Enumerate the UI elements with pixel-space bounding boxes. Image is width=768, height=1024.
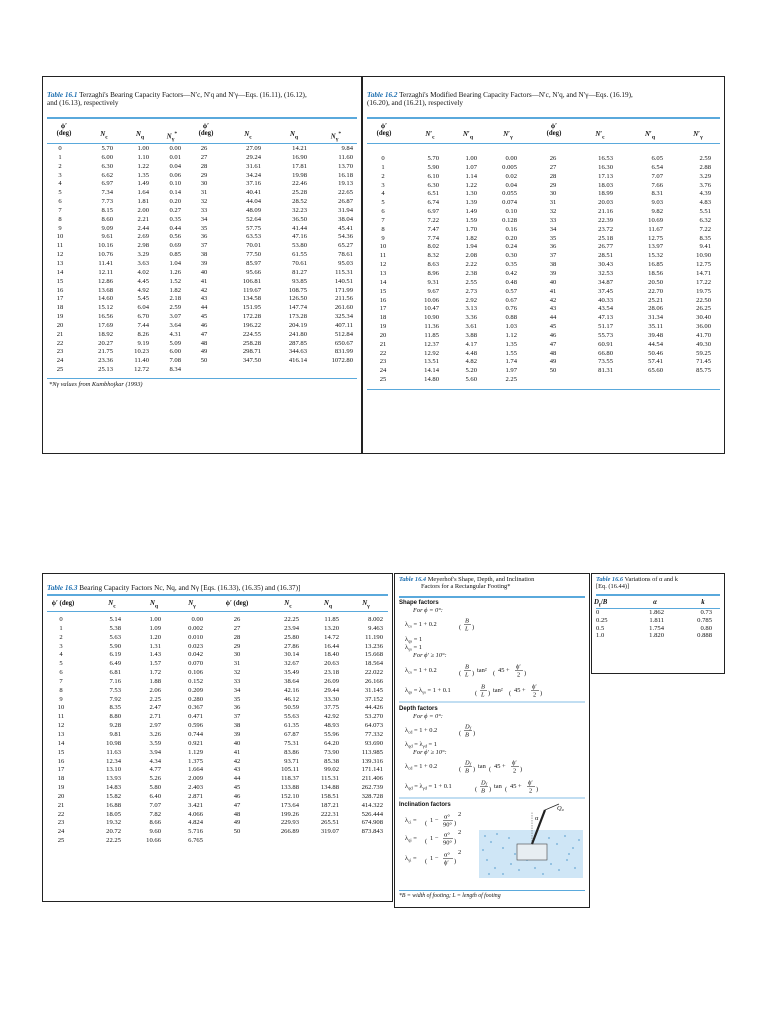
svg-text:λcd = 1 + 0.2: $\lambda_{cd} = 1 + 0.2$ [405, 727, 438, 735]
svg-text:λγi =: $\lambda_{\gamma i}$ = [405, 855, 417, 863]
svg-text:2: 2 [517, 671, 521, 679]
col-header-nq2: $N'_q$ [645, 131, 655, 141]
top-rule [367, 117, 720, 119]
svg-text:2: 2 [533, 691, 537, 699]
col-header-ng: $N_\gamma$ [188, 600, 196, 610]
svg-text:2: 2 [513, 767, 517, 775]
svg-text:λqd = λγd = 1: $\lambda_{qd} = \lambda_{\gamma d} = 1$ [405, 741, 437, 749]
nq-column: 1.00 1.09 1.20 1.31 1.43 1.57 1.72 1.88 2.06 2.25 2.47 2.71 2.97 3.26 3.59 3.94 4.34 4.77 5.26 5.80 6.40 7.07 7.82 8.66 9.60 10.66 [146, 616, 161, 845]
svg-text:2: 2 [458, 829, 462, 836]
table-title: Terzaghi's Modified Bearing Capacity Factors—N′c, N′q, and N′γ—Eqs. (16.19), [399, 91, 633, 99]
phi-column-2: 26 27 28 29 30 31 32 33 34 35 36 37 38 39 40 41 42 43 44 45 46 47 48 49 50 [200, 145, 208, 365]
table-label: Table 16.3 [47, 584, 78, 592]
svg-text:): ) [536, 786, 539, 793]
svg-text:): ) [472, 624, 475, 631]
col-header-nc: $N_c$ [108, 600, 116, 610]
table-title: Variations of α and k [624, 576, 678, 583]
col-header-nq2: $N_q$ [323, 600, 333, 610]
svg-text:tan: tan [478, 763, 486, 770]
svg-text:B: B [481, 787, 485, 795]
svg-text:(: ( [489, 766, 492, 773]
phi-column: 0 1 2 3 4 5 6 7 8 9 10 11 12 13 14 15 16 17 18 19 20 21 22 23 24 25 [379, 155, 387, 384]
svg-text:λci =: $\lambda_{ci}$ = [405, 817, 417, 825]
svg-text:(: ( [475, 690, 478, 697]
formula-block [399, 598, 589, 903]
nc-column: 5.14 5.38 5.63 5.90 6.19 6.49 6.81 7.16 7.53 7.92 8.35 8.80 9.28 9.81 10.98 11.63 12.34 13.10 13.93 14.83 15.82 16.88 18.05 19.32 20.72 22.25 [106, 616, 121, 845]
table-16-4-caption [399, 576, 585, 591]
ngamma-column: 0.00 0.002 0.010 0.023 0.042 0.070 0.106 0.152 0.209 0.280 0.367 0.471 0.596 0.744 0.921 1.129 1.375 1.664 2.009 2.403 2.871 3.421 4.066 4.824 5.716 6.765 [188, 616, 203, 845]
top-rule [596, 594, 720, 596]
table-label: Table 16.4 [399, 576, 427, 583]
svg-text:λqs = 1: $\lambda_{qs} = 1$ [405, 636, 423, 644]
k-column: 0.73 0.785 0.80 0.888 [697, 609, 712, 640]
svg-text:For ϕ′ ≥ 10°:: For ϕ′ ≥ 10°: [413, 652, 447, 659]
svg-text:B: B [481, 683, 485, 691]
col-header-ng2: $N'_\gamma$ [693, 131, 703, 141]
col-header-nq: $N'_q$ [463, 131, 473, 141]
svg-text:B: B [465, 617, 469, 625]
table-16-6 [591, 573, 725, 674]
header-rule [47, 143, 357, 144]
col-header-nc2: $N'_c$ [595, 131, 605, 141]
table-title: Meyerhof's Shape, Depth, and Inclination [427, 576, 535, 583]
col-header-alpha: α [653, 599, 657, 606]
svg-text:45 +: 45 + [494, 763, 506, 770]
col-header-k: k [701, 599, 705, 606]
col-header-ng2: $N_\gamma$ [362, 600, 370, 610]
svg-text:α°: α° [444, 851, 450, 859]
col-header-phi2: ϕ′ (deg) [546, 123, 562, 137]
svg-text:λcs = 1 + 0.2: $\lambda_{cs} = 1 + 0.2$ [405, 667, 437, 675]
footnote: *Nγ values from Kumbhojkar (1993) [49, 381, 143, 388]
shape-factors-heading: Shape factors [399, 600, 439, 606]
table-title: Terzaghi's Bearing Capacity Factors—N′c, N′q and N′γ—Eqs. (16.11), (16.12), [79, 91, 307, 99]
svg-text:2: 2 [458, 811, 462, 818]
dfb-column: 0 0.25 0.5 1.0 [596, 609, 608, 640]
svg-text:): ) [489, 786, 492, 793]
svg-text:ϕ′: ϕ′ [516, 663, 521, 671]
table-16-2 [362, 76, 725, 454]
phi-column-2: 26 27 28 29 30 31 32 33 34 35 36 37 38 39 40 41 42 43 44 45 46 47 48 49 50 [549, 155, 557, 375]
depth-factors-heading: Depth factors [399, 706, 438, 712]
ngamma-column-2: 9.84 11.60 13.70 16.18 19.13 22.65 26.87 31.94 38.04 45.41 54.36 65.27 78.61 95.03 115.31 140.51 171.99 211.56 261.60 325.34 407.11 512.84 650.67 831.99 1072.80 [331, 145, 353, 365]
col-header-nq: $N_q$ [149, 600, 159, 610]
svg-text:λcs = 1 + 0.2: $\lambda_{cs} = 1 + 0.2$ [405, 621, 437, 629]
svg-text:): ) [473, 766, 476, 773]
svg-text:): ) [454, 858, 457, 865]
svg-text:): ) [540, 690, 543, 697]
svg-text:45 +: 45 + [510, 783, 522, 790]
ngamma-column-2: 8.002 9.463 11.190 13.236 15.668 18.564 22.022 26.166 31.145 37.152 44.426 53.270 64.073 77.332 93.690 113.985 139.316 171.141 211.406 262.739 328.728 414.322 526.444 674.908 873.843 [361, 616, 383, 836]
table-16-4 [394, 573, 590, 908]
nq-column: 1.00 1.10 1.22 1.35 1.49 1.64 1.81 2.00 2.21 2.44 2.69 2.98 3.29 3.63 4.02 4.45 4.92 5.45 6.04 6.70 7.44 8.26 9.19 10.23 11.40 12.72 [134, 145, 149, 374]
svg-text:α: α [535, 815, 539, 822]
table-label: Table 16.6 [596, 576, 624, 583]
nc-column: 5.70 6.00 6.30 6.62 6.97 7.34 7.73 8.15 8.60 9.09 9.61 10.16 10.76 11.41 12.11 12.86 13.68 14.60 15.12 16.56 17.69 18.92 20.27 21.75 23.36 25.13 [98, 145, 113, 374]
top-rule [47, 594, 388, 596]
footing-diagram [479, 804, 583, 878]
nq-column-2: 6.05 6.54 7.07 7.66 8.31 9.03 9.82 10.69 11.67 12.75 13.97 15.32 16.85 18.56 20.50 22.70 25.21 28.06 31.34 35.11 39.48 44.54 50.46 57.41 65.60 [648, 155, 663, 375]
svg-text:L: L [481, 691, 485, 699]
col-header-phi: ϕ′ (deg) [376, 123, 392, 137]
svg-text:): ) [520, 766, 523, 773]
svg-text:45 +: 45 + [514, 687, 526, 694]
svg-text:L: L [465, 625, 469, 633]
svg-text:(: ( [459, 670, 462, 677]
col-header-nq2: $N_q$ [289, 131, 299, 141]
col-header-ng: $N'_\gamma$ [503, 131, 513, 141]
bottom-rule [47, 378, 357, 379]
svg-text:): ) [454, 820, 457, 827]
top-rule [47, 117, 357, 119]
col-header-nc2: $N_c$ [244, 131, 252, 141]
svg-text:90°: 90° [443, 839, 452, 847]
svg-text:45 +: 45 + [498, 667, 510, 674]
ngamma-column: 0.00 0.005 0.02 0.04 0.055 0.074 0.10 0.128 0.16 0.20 0.24 0.30 0.35 0.42 0.48 0.57 0.67 0.76 0.88 1.03 1.12 1.35 1.55 1.74 1.97 2.25 [502, 155, 517, 384]
svg-text:(: ( [459, 624, 462, 631]
col-header-ng2: $N_\gamma^*$ [330, 131, 342, 143]
svg-text:1 −: 1 − [430, 817, 439, 824]
alpha-column: 1.862 1.811 1.754 1.820 [649, 609, 664, 640]
svg-text:Df: Df [465, 723, 471, 731]
table-16-3 [42, 573, 393, 902]
svg-text:(: ( [509, 690, 512, 697]
svg-text:L: L [465, 671, 469, 679]
col-header-nc2: $N_c$ [284, 600, 292, 610]
header-rule [367, 143, 720, 144]
svg-text:ϕ′: ϕ′ [444, 859, 449, 867]
svg-text:ϕ′: ϕ′ [528, 779, 533, 787]
table-16-3-caption [47, 584, 388, 592]
col-header-dfb: $D_f/B$ [594, 599, 608, 609]
svg-text:(: ( [493, 670, 496, 677]
col-header-phi: ϕ′ (deg) [56, 123, 72, 137]
nc-column-2: 22.25 23.94 25.80 27.86 30.14 32.67 35.49 38.64 42.16 46.12 50.59 55.63 61.35 67.87 75.31 83.86 93.71 105.11 118.37 133.88 152.10 173.64 199.26 229.93 266.89 [280, 616, 299, 836]
svg-text:B: B [465, 731, 469, 739]
svg-text:): ) [472, 670, 475, 677]
svg-text:λqi =: $\lambda_{qi}$ = [405, 835, 417, 843]
svg-text:2: 2 [458, 849, 462, 856]
table-16-1 [42, 76, 362, 454]
svg-text:(: ( [459, 766, 462, 773]
svg-text:λcd = 1 + 0.2: $\lambda_{cd} = 1 + 0.2$ [405, 763, 438, 771]
table-title-cont: and (16.13), respectively [47, 99, 119, 108]
svg-text:For ϕ = 0°:: For ϕ = 0°: [413, 607, 443, 614]
svg-text:(: ( [425, 838, 428, 845]
table-16-1-caption [47, 91, 357, 108]
svg-text:For ϕ = 0°:: For ϕ = 0°: [413, 713, 443, 720]
svg-text:): ) [473, 730, 476, 737]
footnote: *B = width of footing; L = length of footing [399, 893, 501, 899]
table-title-cont: (16.20), and (16.21), respectively [367, 99, 464, 108]
col-header-phi2: ϕ′ (deg) [225, 600, 249, 607]
svg-text:tan: tan [494, 783, 502, 790]
col-header-nc: $N_c$ [100, 131, 108, 141]
ngamma-column-2: 2.59 2.88 3.29 3.76 4.39 4.83 5.51 6.32 7.22 8.35 9.41 10.90 12.75 14.71 17.22 19.75 22.50 26.25 30.40 36.00 41.70 49.30 59.25 71.45 85.75 [696, 155, 711, 375]
svg-text:tan²: tan² [493, 687, 503, 694]
bottom-rule [367, 389, 720, 390]
table-16-6-caption [596, 576, 720, 591]
svg-text:(: ( [459, 730, 462, 737]
table-title-cont: Factors for a Rectangular Footing* [421, 583, 511, 591]
col-header-ng: $N_\gamma^*$ [166, 131, 178, 143]
bottom-rule [399, 890, 585, 891]
header-rule [47, 611, 388, 612]
nc-column-2: 27.09 29.24 31.61 34.24 37.16 40.41 44.04 48.09 52.64 57.75 63.53 70.01 77.50 85.97 95.66 106.81 119.67 134.58 151.95 172.28 196.22 224.55 258.28 298.71 347.50 [242, 145, 261, 365]
phi-column-2: 26 27 28 29 30 31 32 33 34 35 36 37 38 39 40 41 42 43 44 45 46 47 48 49 50 [233, 616, 241, 836]
ngamma-column: 0.00 0.01 0.04 0.06 0.10 0.14 0.20 0.27 0.35 0.44 0.56 0.69 0.85 1.04 1.26 1.52 1.82 2.18 2.59 3.07 3.64 4.31 5.09 6.00 7.08 8.34 [169, 145, 181, 374]
svg-text:α°: α° [444, 831, 450, 839]
svg-text:λγs = 1: $\lambda_{\gamma s} = 1$ [405, 644, 422, 652]
svg-text:Qu: Qu [557, 805, 564, 812]
phi-column: 0 1 2 3 4 5 6 7 8 9 10 11 12 13 14 15 16 17 18 19 20 21 22 23 24 25 [56, 145, 64, 374]
table-16-2-caption [367, 91, 720, 108]
svg-text:α°: α° [444, 813, 450, 821]
table-title: Bearing Capacity Factors Nc, Nq, and Nγ [Eqs. (16.33), (16.35) and (16.37)] [79, 584, 301, 592]
svg-text:): ) [454, 838, 457, 845]
phi-column: 0 1 2 3 4 5 6 7 8 9 10 11 12 13 14 15 16 17 18 19 20 21 22 23 24 25 [57, 616, 65, 845]
table-title-cont: [Eq. (16.44)] [596, 583, 630, 591]
nc-column: 5.70 5.90 6.10 6.30 6.51 6.74 6.97 7.22 7.47 7.74 8.02 8.32 8.63 8.96 9.31 9.67 10.06 10.47 10.90 11.36 11.85 12.37 12.92 13.51 14.14 14.80 [424, 155, 439, 384]
svg-text:λqd = λγd = 1 + 0.1: $\lambda_{qd} = \lambda_{\gamma d} = 1 + 0.1$ [405, 783, 452, 791]
nq-column: 1.00 1.07 1.14 1.22 1.30 1.39 1.49 1.59 1.70 1.82 1.94 2.08 2.22 2.38 2.55 2.73 2.92 3.13 3.36 3.61 3.88 4.17 4.48 4.82 5.20 5.60 [465, 155, 477, 384]
nq-column-2: 14.21 16.90 17.81 19.98 22.46 25.28 28.52 32.23 36.50 41.44 47.16 53.80 61.55 70.61 81.27 93.85 108.75 126.50 147.74 173.28 204.19 241.80 287.85 344.63 416.14 [288, 145, 307, 365]
inclination-factors-heading: Inclination factors [399, 802, 451, 808]
svg-text:Df: Df [481, 779, 487, 787]
svg-text:1 −: 1 − [430, 835, 439, 842]
table-label: Table 16.1 [47, 91, 78, 99]
nc-column-2: 16.53 16.30 17.13 18.03 18.99 20.03 21.16 22.39 23.72 25.18 26.77 28.51 30.43 32.53 34.87 37.45 40.33 43.54 47.13 51.17 55.73 60.91 66.80 73.55 81.31 [598, 155, 613, 375]
svg-text:): ) [524, 670, 527, 677]
svg-text:1 −: 1 − [430, 855, 439, 862]
svg-text:Df: Df [465, 759, 471, 767]
nq-column-2: 11.85 13.20 14.72 16.44 18.40 20.63 23.18 26.09 29.44 33.30 37.75 42.92 48.93 55.96 64.20 73.90 85.38 99.02 115.31 134.88 158.51 187.21 222.31 265.51 319.07 [320, 616, 339, 836]
col-header-nc: $N'_c$ [425, 131, 435, 141]
svg-text:ϕ′: ϕ′ [532, 683, 537, 691]
table-label: Table 16.2 [367, 91, 398, 99]
svg-text:B: B [465, 663, 469, 671]
col-header-phi: ϕ′ (deg) [51, 600, 75, 607]
col-header-nq: $N_q$ [135, 131, 145, 141]
svg-text:(: ( [425, 820, 428, 827]
svg-text:λqs = λγs = 1 + 0.1: $\lambda_{qs} = \lambda_{\gamma s} = 1 + 0.1$ [405, 687, 451, 695]
svg-text:ϕ′: ϕ′ [512, 759, 517, 767]
svg-text:(: ( [425, 858, 428, 865]
svg-text:(: ( [505, 786, 508, 793]
col-header-phi2: ϕ′ (deg) [198, 123, 214, 137]
svg-text:90°: 90° [443, 821, 452, 829]
svg-text:For ϕ′ ≥ 10°:: For ϕ′ ≥ 10°: [413, 749, 447, 756]
svg-text:): ) [488, 690, 491, 697]
svg-text:tan²: tan² [477, 667, 487, 674]
svg-text:B: B [465, 767, 469, 775]
svg-text:(: ( [475, 786, 478, 793]
svg-text:2: 2 [529, 787, 533, 795]
